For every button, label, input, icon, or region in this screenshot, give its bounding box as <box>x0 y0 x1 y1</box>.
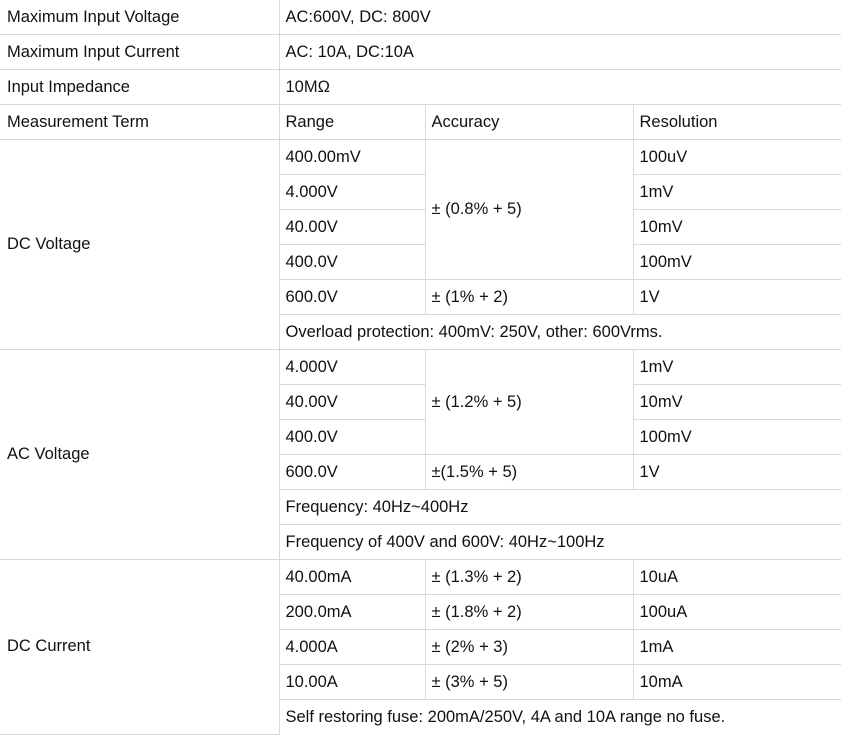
note-cell: Frequency: 40Hz~400Hz <box>279 490 841 525</box>
resolution-cell: 10mV <box>633 210 841 245</box>
spec-value: AC: 10A, DC:10A <box>279 35 841 70</box>
section-label-dc-current: DC Current <box>0 560 279 735</box>
header-accuracy: Accuracy <box>425 105 633 140</box>
resolution-cell: 10uA <box>633 560 841 595</box>
accuracy-cell: ± (2% + 3) <box>425 630 633 665</box>
spec-row-input-impedance <box>0 70 841 105</box>
accuracy-cell: ± (3% + 5) <box>425 665 633 700</box>
range-cell: 4.000V <box>279 175 425 210</box>
range-cell: 400.00mV <box>279 140 425 175</box>
accuracy-cell: ± (1.3% + 2) <box>425 560 633 595</box>
resolution-cell: 10mV <box>633 385 841 420</box>
resolution-cell: 10mA <box>633 665 841 700</box>
accuracy-cell: ±(1.5% + 5) <box>425 455 633 490</box>
accuracy-cell: ± (1% + 2) <box>425 280 633 315</box>
spec-label: Maximum Input Current <box>0 35 279 70</box>
range-cell: 400.0V <box>279 245 425 280</box>
header-measurement-term: Measurement Term <box>0 105 279 140</box>
range-cell: 40.00mA <box>279 560 425 595</box>
note-cell: Overload protection: 400mV: 250V, other: 600Vrms. <box>279 315 841 350</box>
resolution-cell: 100mV <box>633 245 841 280</box>
range-cell: 40.00V <box>279 385 425 420</box>
resolution-cell: 1V <box>633 280 841 315</box>
header-range: Range <box>279 105 425 140</box>
spec-row-max-input-voltage <box>0 0 841 35</box>
table-row <box>0 140 841 175</box>
section-label-ac-voltage: AC Voltage <box>0 350 279 560</box>
spec-label: Maximum Input Voltage <box>0 0 279 35</box>
range-cell: 600.0V <box>279 280 425 315</box>
range-cell: 200.0mA <box>279 595 425 630</box>
accuracy-cell: ± (0.8% + 5) <box>425 140 633 280</box>
resolution-cell: 1mA <box>633 630 841 665</box>
section-label-dc-voltage: DC Voltage <box>0 140 279 350</box>
resolution-cell: 1mV <box>633 175 841 210</box>
spec-label: Input Impedance <box>0 70 279 105</box>
table-row <box>0 350 841 385</box>
range-cell: 4.000A <box>279 630 425 665</box>
resolution-cell: 1V <box>633 455 841 490</box>
range-cell: 600.0V <box>279 455 425 490</box>
range-cell: 40.00V <box>279 210 425 245</box>
spec-value: 10MΩ <box>279 70 841 105</box>
note-cell: Frequency of 400V and 600V: 40Hz~100Hz <box>279 525 841 560</box>
header-resolution: Resolution <box>633 105 841 140</box>
accuracy-cell: ± (1.2% + 5) <box>425 350 633 455</box>
accuracy-cell: ± (1.8% + 2) <box>425 595 633 630</box>
range-cell: 10.00A <box>279 665 425 700</box>
range-cell: 4.000V <box>279 350 425 385</box>
resolution-cell: 100mV <box>633 420 841 455</box>
resolution-cell: 100uV <box>633 140 841 175</box>
table-row <box>0 560 841 595</box>
range-cell: 400.0V <box>279 420 425 455</box>
table-header-row <box>0 105 841 140</box>
spec-value: AC:600V, DC: 800V <box>279 0 841 35</box>
resolution-cell: 100uA <box>633 595 841 630</box>
resolution-cell: 1mV <box>633 350 841 385</box>
spec-row-max-input-current <box>0 35 841 70</box>
note-cell: Self restoring fuse: 200mA/250V, 4A and 10A range no fuse. <box>279 700 841 735</box>
